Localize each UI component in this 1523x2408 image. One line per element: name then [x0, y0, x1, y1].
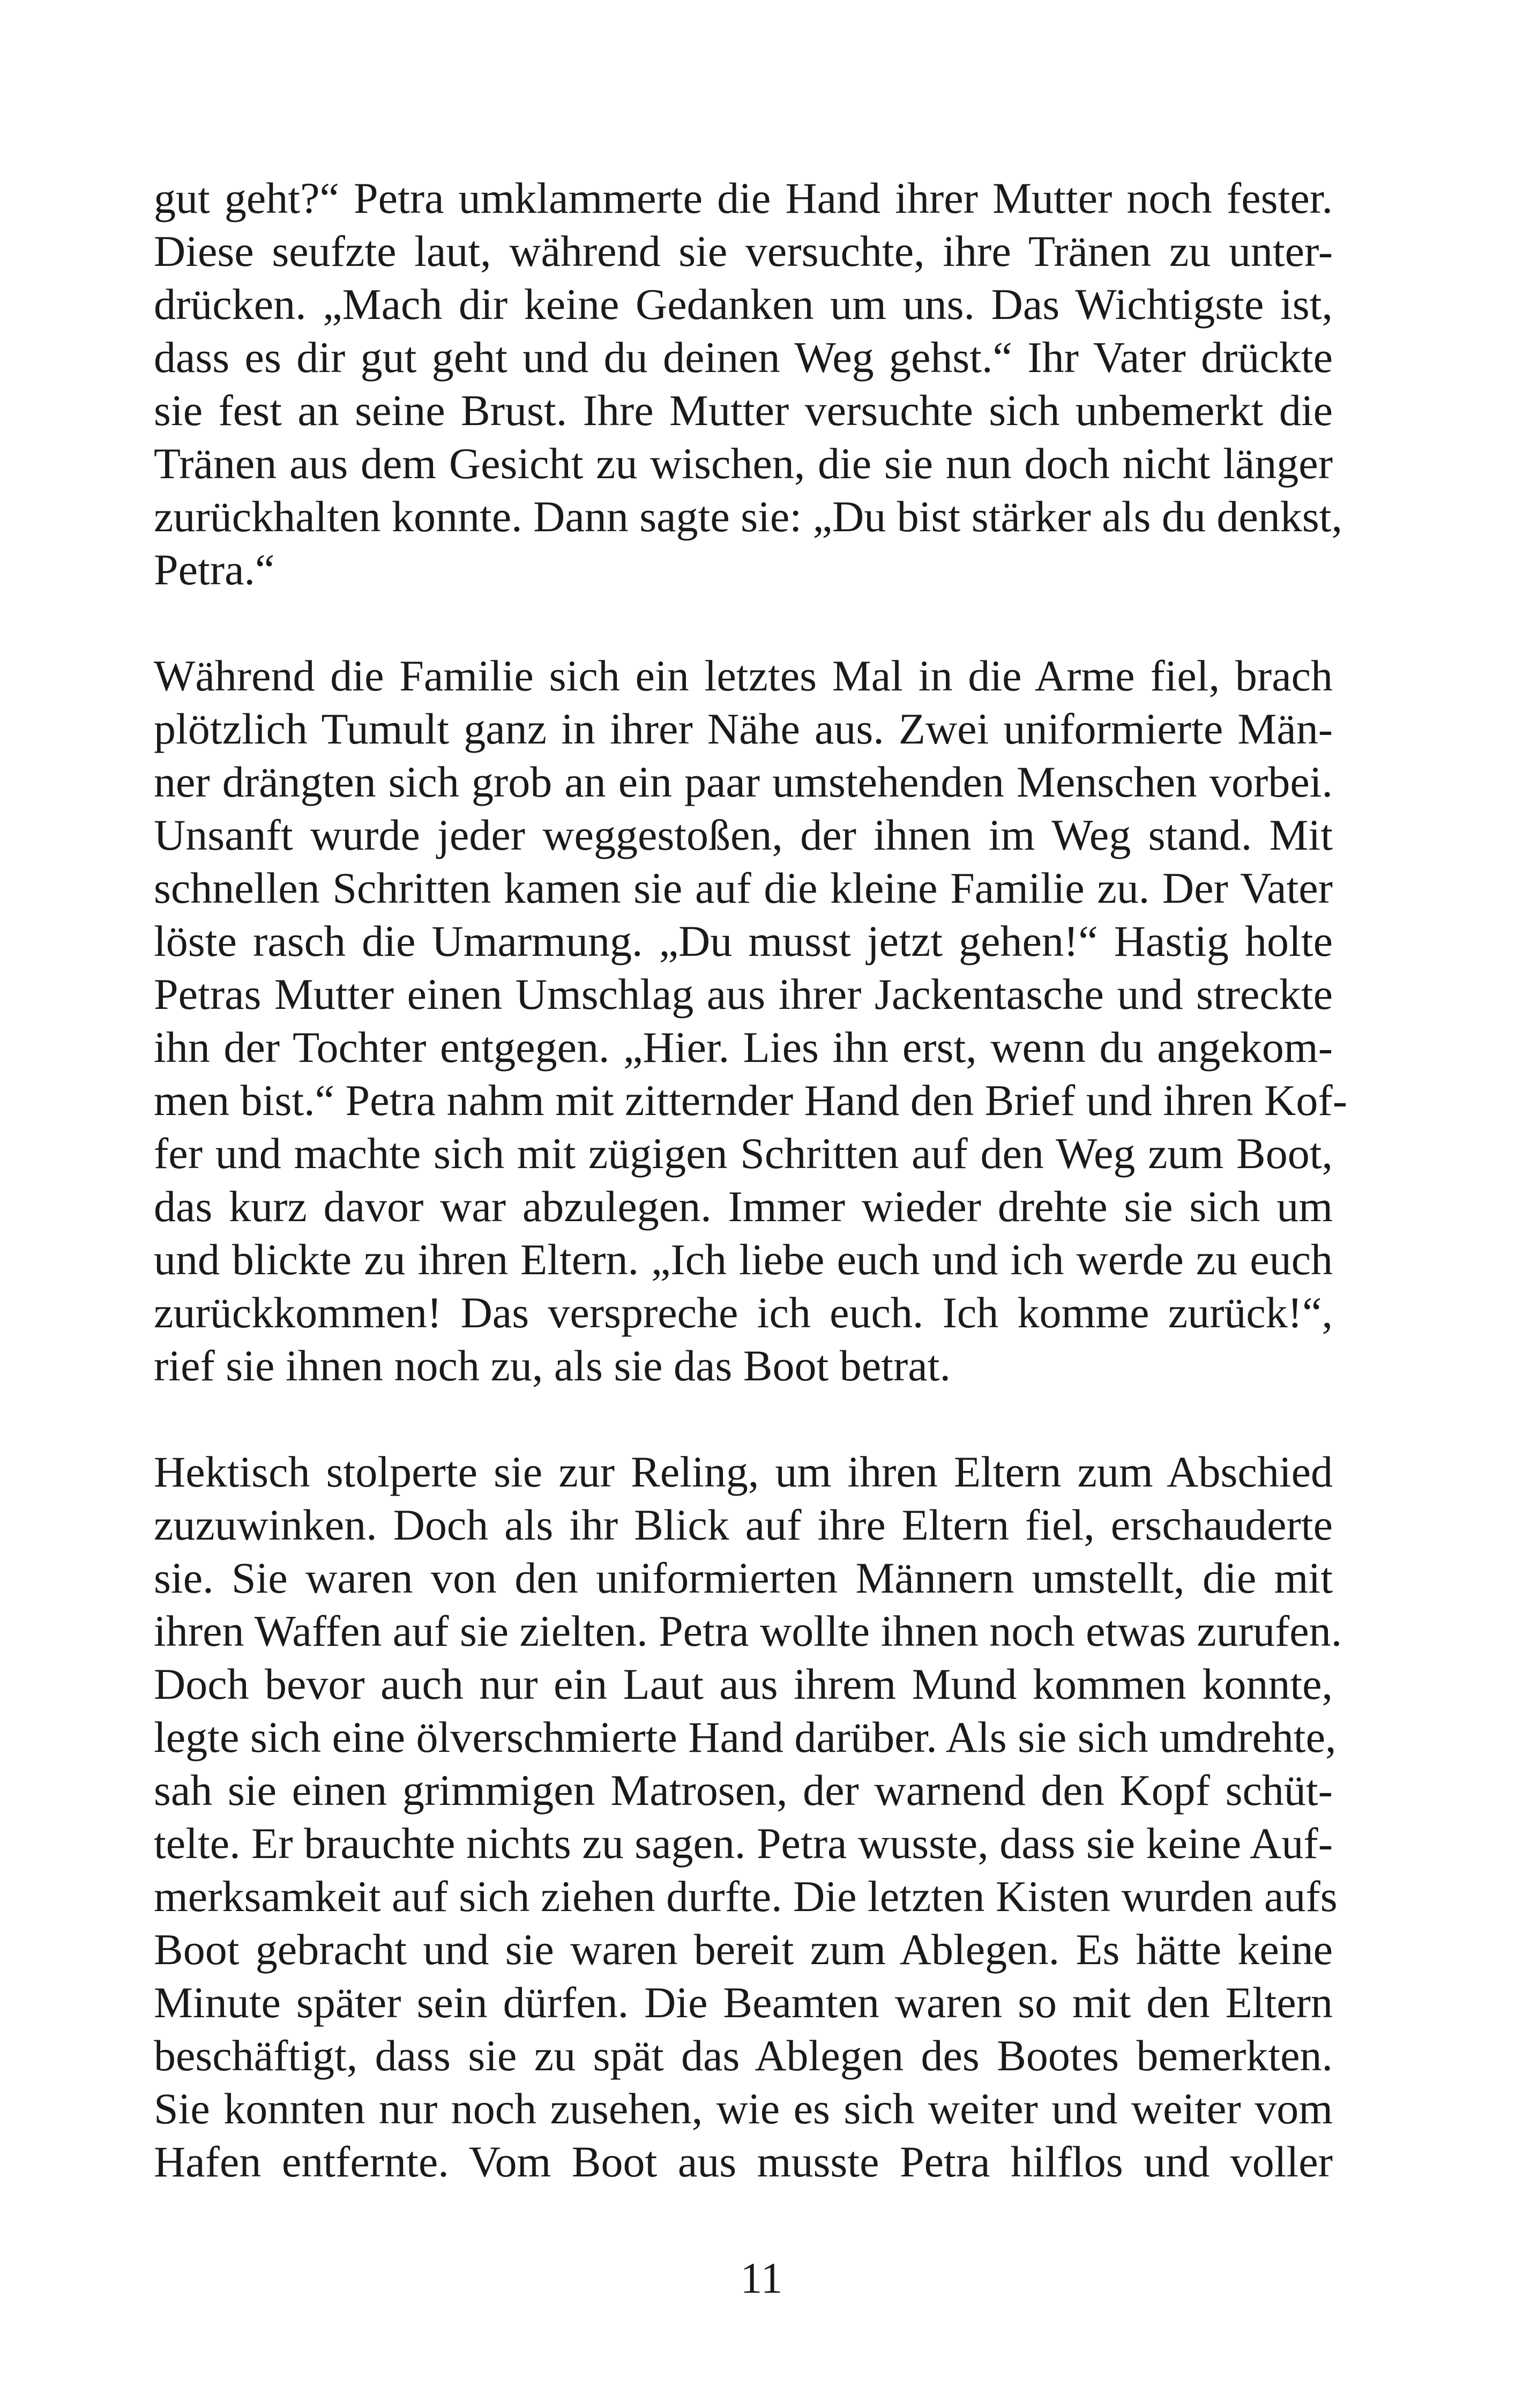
text-line: plötzlich Tumult ganz in ihrer Nähe aus. Zwei uniformierte Män- [154, 704, 1333, 753]
text-line: Unsanft wurde jeder weggestoßen, der ihnen im Weg stand. Mit [154, 811, 1333, 859]
text-line: Sie konnten nur noch zusehen, wie es sich weiter und weiter vom [154, 2084, 1333, 2133]
text-line: zurückkommen! Das verspreche ich euch. Ich komme zurück!“, [154, 1288, 1333, 1337]
text-line: sah sie einen grimmigen Matrosen, der warnend den Kopf schüt- [154, 1766, 1333, 1815]
text-line: legte sich eine ölverschmierte Hand darüber. Als sie sich umdrehte, [154, 1713, 1337, 1762]
text-line: schnellen Schritten kamen sie auf die kleine Familie zu. Der Vater [154, 864, 1333, 912]
text-line: ner drängten sich grob an ein paar umstehenden Menschen vorbei. [154, 757, 1333, 806]
text-line: Tränen aus dem Gesicht zu wischen, die sie nun doch nicht länger [154, 439, 1333, 488]
text-line: rief sie ihnen noch zu, als sie das Boot betrat. [154, 1341, 951, 1390]
paragraph-3 [154, 1445, 1342, 2188]
text-line: dass es dir gut geht und du deinen Weg gehst.“ Ihr Vater drückte [154, 333, 1333, 382]
text-line: fer und machte sich mit zügigen Schritten auf den Weg zum Boot, [154, 1129, 1333, 1178]
text-line: sie fest an seine Brust. Ihre Mutter versuchte sich unbemerkt die [154, 386, 1333, 435]
text-line: ihren Waffen auf sie zielten. Petra wollte ihnen noch etwas zurufen. [154, 1607, 1342, 1655]
text-line: Hektisch stolperte sie zur Reling, um ihren Eltern zum Abschied [154, 1447, 1333, 1496]
text-line: löste rasch die Umarmung. „Du musst jetzt gehen!“ Hastig holte [154, 917, 1333, 965]
text-line: Doch bevor auch nur ein Laut aus ihrem Mund kommen konnte, [154, 1660, 1333, 1708]
body-text [154, 172, 1348, 2188]
text-line: Während die Familie sich ein letztes Mal in die Arme fiel, brach [154, 651, 1333, 700]
text-line: sie. Sie waren von den uniformierten Männern umstellt, die mit [154, 1554, 1333, 1602]
text-line: beschäftigt, dass sie zu spät das Ablegen des Bootes bemerkten. [154, 2031, 1333, 2080]
page-number: 11 [740, 2254, 783, 2302]
text-line: Boot gebracht und sie waren bereit zum Ablegen. Es hätte keine [154, 1925, 1333, 1974]
text-line: das kurz davor war abzulegen. Immer wieder drehte sie sich um [154, 1182, 1333, 1231]
text-line: ihn der Tochter entgegen. „Hier. Lies ihn erst, wenn du angekom- [154, 1023, 1333, 1072]
text-line: und blickte zu ihren Eltern. „Ich liebe euch und ich werde zu euch [154, 1235, 1333, 1284]
text-line: Diese seufzte laut, während sie versuchte, ihre Tränen zu unter- [154, 227, 1333, 276]
text-line: gut geht?“ Petra umklammerte die Hand ihrer Mutter noch fester. [154, 174, 1333, 222]
text-line: merksamkeit auf sich ziehen durfte. Die letzten Kisten wurden aufs [154, 1872, 1338, 1921]
text-line: zurückhalten konnte. Dann sagte sie: „Du bist stärker als du denkst, [154, 492, 1342, 541]
text-line: men bist.“ Petra nahm mit zitternder Hand den Brief und ihren Kof- [154, 1076, 1348, 1125]
text-line: zuzuwinken. Doch als ihr Blick auf ihre Eltern fiel, erschauderte [154, 1500, 1333, 1549]
text-line: Minute später sein dürfen. Die Beamten waren so mit den Eltern [154, 1978, 1333, 2027]
text-line: telte. Er brauchte nichts zu sagen. Petra wusste, dass sie keine Auf- [154, 1819, 1333, 1868]
text-line: Petras Mutter einen Umschlag aus ihrer Jackentasche und streckte [154, 970, 1333, 1019]
text-line: drücken. „Mach dir keine Gedanken um uns. Das Wichtigste ist, [154, 280, 1333, 329]
paragraph-1 [154, 172, 1342, 596]
paragraph-2 [154, 649, 1348, 1392]
text-line: Petra.“ [154, 545, 275, 594]
text-line: Hafen entfernte. Vom Boot aus musste Petra hilflos und voller [154, 2137, 1333, 2186]
